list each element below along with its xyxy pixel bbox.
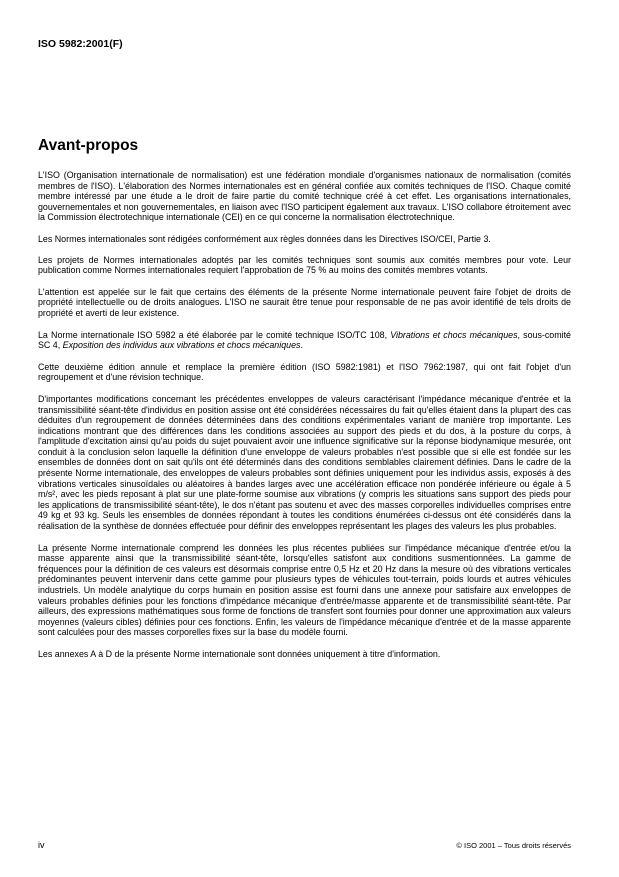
paragraph-voting: Les projets de Normes internationales adoptés par les comités techniques sont soumis aux comités membres pour vote. Leur publication comme Normes internationales requiert l'approbation de 75 % au moins des comités membres votants. [38, 254, 571, 276]
paragraph-annexes: Les annexes A à D de la présente Norme internationale sont données uniquement à titre d'information. [38, 648, 441, 659]
paragraph-contents: La présente Norme internationale comprend les données les plus récentes publiées sur l'impédance mécanique d'entrée et/ou la masse apparente ainsi que la transmissibilité séant-tête, lorsqu'elles satisfont aux conditions susmentionnées. La gamme de fréquences pour la définition de ces valeurs est désormais comprise entre 0,5 Hz et 20 Hz dans la mesure où des vibrations verticales prédominantes peuvent intervenir dans cette gamme pour plusieurs types de véhicules tout-terrain, poids lourds et autres véhicules industriels. Un modèle analytique du corps humain en position assise est fourni dans une annexe pour satisfaire aux enveloppes de valeurs probables définies pour les fonctions d'impédance mécanique d'entrée/masse apparente et de transmissibilité séant-tête. Par ailleurs, des expressions mathématiques sous forme de fonctions de transfert sont fournies pour donner une approximation aux valeurs moyennes (valeurs cibles) définies pour ces fonctions. Enfin, les valeurs de l'impédance mécanique d'entrée et de la masse apparente sont calculées pour des masses corporelles fixes sur la base du modèle fourni. [38, 542, 571, 638]
page-number: iv [38, 840, 45, 850]
paragraph-committee [38, 330, 571, 351]
paragraph-modifications: D'importantes modifications concernant les précédentes enveloppes de valeurs caractérisant l'impédance mécanique d'entrée et la transmissibilité séant-tête d'individus en position assise ont été considérées nécessaires du fait qu'elles étaient dans la plupart des cas déduites d'un regroupement de données déterminées dans des conditions expérimentales variant de manière trop importante. Les indications montrant que des différences dans les conditions associées au support des pieds et du dos, à la posture du corps, à l'amplitude d'excitation ainsi qu'au poids du sujet pouvaient avoir une influence significative sur la réponse biodynamique mesurée, ont conduit à la conclusion selon laquelle la définition d'une enveloppe de valeurs probables n'est possible que si elle est fondée sur les ensembles de données dont on sait qu'ils ont été déterminés dans des conditions semblables clairement définies. Dans le cadre de la présente Norme internationale, des enveloppes de valeurs probables sont définies uniquement pour les individus assis, exposés à des vibrations verticales sinusoïdales ou aléatoires à bandes larges avec une accélération efficace non pondérée inférieure ou égale à 5 m/s², avec les pieds reposant à plat sur une plate-forme soumise aux vibrations (y compris les situations sans support des pieds pour les applications de transmissibilité séant-tête), le dos n'étant pas soutenu et avec des masses corporelles individuelles comprises entre 49 kg et 93 kg. Seuls les ensembles de données répondant à toutes les conditions énumérées ci-dessus ont été considérés dans la réalisation de la synthèse de données effectuée pour définir des enveloppes représentant les plages des valeurs les plus probables. [38, 393, 571, 532]
document-id-header: ISO 5982:2001(F) [38, 38, 123, 50]
paragraph-directives: Les Normes internationales sont rédigées conformément aux règles données dans les Directives ISO/CEI, Partie 3. [38, 233, 491, 244]
paragraph-edition: Cette deuxième édition annule et remplace la première édition (ISO 5982:1981) et l'ISO 7962:1987, qui ont fait l'objet d'un regroupement et d'une révision technique. [38, 361, 571, 383]
paragraph-patent-rights: L'attention est appelée sur le fait que certains des éléments de la présente Norme internationale peuvent faire l'objet de droits de propriété intellectuelle ou de droits analogues. L'ISO ne saurait être tenue pour responsable de ne pas avoir identifié de tels droits de propriété et averti de leur existence. [38, 286, 571, 318]
foreword-body [38, 170, 571, 671]
page-title: Avant-propos [38, 137, 139, 154]
committee-text-c: , sous-comité SC 4, [38, 329, 571, 351]
paragraph-iso-organisation: L'ISO (Organisation internationale de normalisation) est une fédération mondiale d'organismes nationaux de normalisation (comités membres de l'ISO). L'élaboration des Normes internationales est en général confiée aux comités techniques de l'ISO. Chaque comité membre intéressé par une étude a le droit de faire partie du comité technique créé à cet effet. Les organisations internationales, gouvernementales et non gouvernementales, en liaison avec l'ISO participent également aux travaux. L'ISO collabore étroitement avec la Commission électrotechnique internationale (CEI) en ce qui concerne la normalisation électrotechnique. [38, 170, 571, 223]
committee-title: Vibrations et chocs mécaniques [390, 329, 518, 340]
subcommittee-title: Exposition des individus aux vibrations et chocs mécaniques [62, 340, 301, 351]
committee-text-e: . [300, 340, 303, 351]
copyright-notice: © ISO 2001 – Tous droits réservés [456, 841, 571, 850]
committee-text-a: La Norme internationale ISO 5982 a été élaborée par le comité technique ISO/TC 108, [38, 329, 391, 340]
